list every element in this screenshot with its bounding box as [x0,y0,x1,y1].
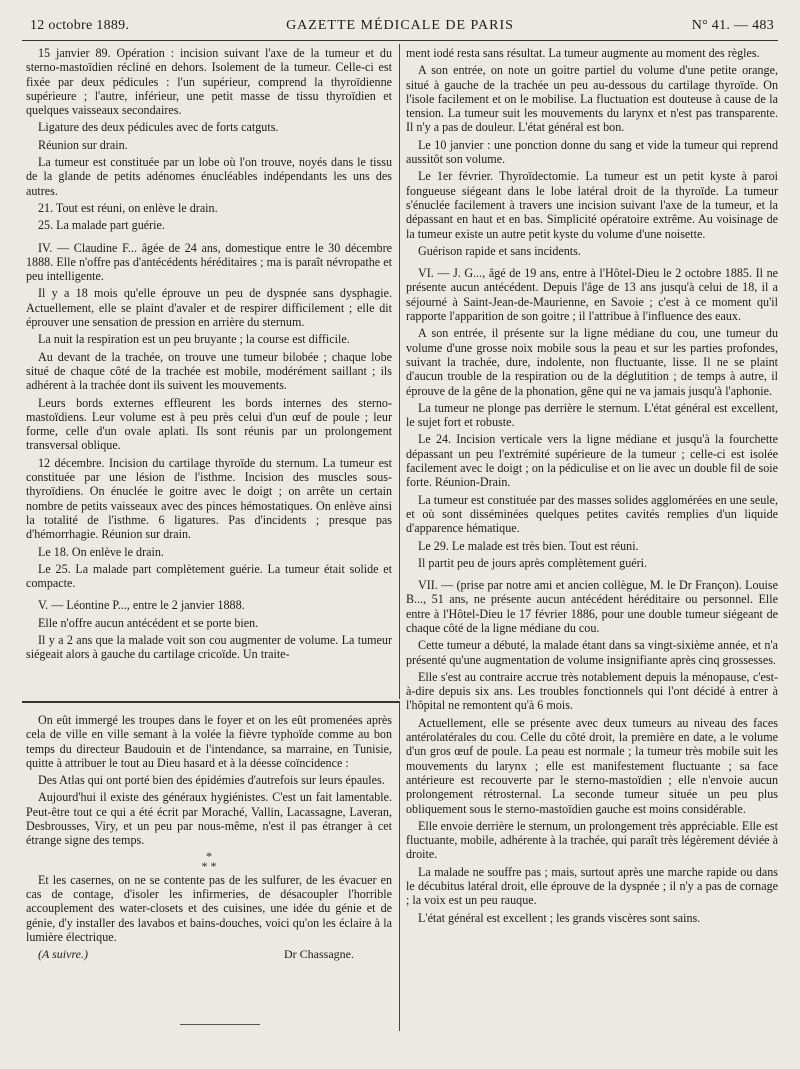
paragraph: La tumeur est constituée par des masses solides agglomérées en une seule, et où sont disséminées quelques petites cavités remplies d'un liquide d'apparence hématique. [406,492,779,536]
paragraph: A son entrée, on note un goitre partiel du volume d'une petite orange, situé à gauche de la trachée un peu au-dessous du cartilage thyroïde. On l'isole facilement et on le mobilise. La fluctuation est douteuse à cause de la tension. La tumeur suit les mouvements du larynx et n'est pas transparente. Il n'y a pas de douleur. L'état général est bon. [406,63,778,135]
paragraph: Le 29. Le malade est très bien. Tout est réuni. [418,538,639,553]
to-be-continued: (A suivre.) [38,947,88,962]
case-heading-v: V. — Léontine P..., entre le 2 janvier 1888. [38,598,245,613]
paragraph: 12 décembre. Incision du cartilage thyroïde du sternum. La tumeur est constituée par une lésion de l'isthme. Incision des muscles sous-thyroïdiens. On énuclée le goitre avec le doigt ; on arrête un certain nombre de petits vaisseaux avec des pinces hémostatiques. On enlève ainsi la totalité de l'isthme. 6 ligatures. Pas d'incidents ; presque pas d'hémorrhagie. Réunion sur drain. [26,455,392,542]
paragraph: Au devant de la trachée, on trouve une tumeur bilobée ; chaque lobe situé de chaque côté de la trachée est mobile, modérément saillant ; ils adhérent à la trachée dont ils suivent les mouvements. [26,349,392,393]
paragraph: 21. Tout est réuni, on enlève le drain. [38,200,218,215]
paragraph: La nuit la respiration est un peu bruyante ; la course est difficile. [38,332,350,347]
paragraph: Le 18. On enlève le drain. [38,544,164,559]
paragraph: Il y a 18 mois qu'elle éprouve un peu de dyspnée sans dysphagie. Actuellement, elle se plaint d'avaler et de respirer difficilement ; elle dit éprouver une sensation de pression en arrière du sternum. [26,286,392,330]
paragraph: Cette tumeur a débuté, la malade étant dans sa vingt-sixième année, et n'a présenté qu'une augmentation de volume insignifiante après cinq grossesses. [406,638,778,667]
case-heading-iv: IV. — Claudine F... âgée de 24 ans, domestique entre le 30 décembre 1888. Elle n'offre pas d'antécédents héréditaires ; ma is paraît névropathe et peu intelligente. [26,240,392,284]
paragraph: 25. La malade part guérie. [38,218,165,233]
paragraph: Le 10 janvier : une ponction donne du sang et vide la tumeur qui reprend aussitôt son volume. [406,137,778,167]
paragraph: Elle envoie derrière le sternum, un prolongement très appréciable. Elle est fluctuante, mobile, adhérente à la trachée, qui paraît très légèrement déviée à droite. [406,818,778,862]
paragraph: Le 1er février. Thyroïdectomie. La tumeur est un petit kyste à paroi fongueuse siégeant dans le lobe latéral droit de la thyroïde. La tumeur s'énuclée facilement à travers une incision suivant l'axe de la tumeur, et la dépassant en haut et en bas. Simplicité opératoire extrême. Au voisinage de la tumeur existe un autre petit kyste du volume d'une noisette. [406,169,778,241]
case-heading-vi: VI. — J. G..., âgé de 19 ans, entre à l'Hôtel-Dieu le 2 octobre 1885. Il ne présente aucun antécédent. Depuis l'âge de 13 ans jusqu'à celui de 18, il a séjourné à Saint-Jean-de-Maurienne, en Savoie ; c'est à ce moment qu'il rapporte l'apparition de son goitre ; il l'attribue à l'influence des eaux. [406,266,778,324]
header-date: 12 octobre 1889. [30,18,130,33]
paragraph: ment iodé resta sans résultat. La tumeur augmente au moment des règles. [406,46,760,60]
paragraph: Réunion sur drain. [38,137,128,152]
signature-line [26,947,392,961]
paragraph: L'état général est excellent ; les grands viscères sont sains. [418,910,701,925]
paragraph: On eût immergé les troupes dans le foyer et on les eût promenées après cela de ville en ville semant à la volée la fièvre typhoïde comme au bon temps du directeur Baudouin et de l'intendance, sa marraine, en Tunisie, quitte à attribuer le tout au Dieu hasard et à la déesse coïncidence : [26,713,392,770]
paragraph: Il partit peu de jours après complètement guéri. [418,555,648,570]
right-column [406,46,778,928]
end-rule [180,1024,260,1025]
paragraph: La tumeur est constituée par un lobe où l'on trouve, noyés dans le tissu de la glande de petits adénomes énucléables indépendants les uns des autres. [26,155,392,198]
left-column [26,46,392,665]
column-divider [399,44,400,699]
paragraph: Le 24. Incision verticale vers la ligne médiane et jusqu'à la fourchette dépassant un peu l'extrémité supérieure de la tumeur ; celle-ci est isolée facilement avec le doigt ; on la pédiculise et on lie avec un double fil de soie forte. Réunion-Drain. [406,432,778,490]
paragraph: 15 janvier 89. Opération : incision suivant l'axe de la tumeur et du sterno-mastoïdien récliné en dehors. Isolement de la tumeur. Celle-ci est fixée par deux pédicules : l'un supérieur, comprend la thyroïdienne supérieure ; l'autre, inférieur, une petit masse de tissu thyroïdien et quelques vaisseaux secondaires. [26,46,392,118]
paragraph: Et les casernes, on ne se contente pas de les sulfurer, de les évacuer en cas de contage, d'isoler les infirmeries, de désacoupler l'horrible accouplement des water-closets et des cuisines, une idée du génie et de génie, d'y installer des lavabos et bains-douches, voici qu'on les éclaire à la lumière électrique. [26,872,392,944]
paragraph: Ligature des deux pédicules avec de forts catguts. [38,120,279,135]
journal-title: GAZETTE MÉDICALE DE PARIS [286,18,514,33]
paragraph: Actuellement, elle se présente avec deux tumeurs au niveau des faces antérolatérales du cou. Celle du côté droit, la première en date, a le volume d'un gros œuf de poule. La peau est normale ; la tumeur très mobile suit les mouvements du larynx ; elle est manifestement fluctuante ; sa face antérieure est recouverte par le sterno-mastoïdien ; elle n'envoie aucun prolongement rétrosternal. La seconde tumeur située un peu plus obliquement sous le sterno-mastoïdien gauche est moins considérable. [406,715,778,816]
author-signature: Dr Chassagne. [284,947,354,962]
paragraph: A son entrée, il présente sur la ligne médiane du cou, une tumeur du volume d'une grosse noix mobile sous la peau et sur les parties profondes, suivant la trachée, dure, indolente, non fluctuante, lisse. Il ne se plaint d'aucun trouble de la respiration ou de la déglutition ; de temps à autre, il éprouve de la gêne de la phonation, gêne qui ne va jamais jusqu'à l'aphonie. [406,326,778,398]
header-rule [22,40,778,41]
feuilleton-rule [22,701,399,703]
paragraph: Il y a 2 ans que la malade voit son cou augmenter de volume. La tumeur siégeait alors à gauche du cartilage cricoïde. Un traite- [26,632,392,662]
page-header [22,14,778,38]
section-stars: * * * [201,848,217,873]
paragraph: Elle s'est au contraire accrue très notablement depuis la ménopause, c'est-à-dire depuis six ans. Les troubles fonctionnels qui l'ont décidé à entrer à l'hôpital ne remontent qu'à 6 mois. [406,669,778,713]
paragraph: Le 25. La malade part complètement guérie. La tumeur était solide et compacte. [26,561,392,591]
paragraph: Guérison rapide et sans incidents. [418,243,581,258]
case-heading-vii: VII. — (prise par notre ami et ancien collègue, M. le Dr Françon). Louise B..., 51 ans, ne présente aucun antécédent héréditaire ou personnel. Elle entre à l'Hôtel-Dieu le 17 février 1886, pour une double tumeur siégeant de chaque côté de la ligne médiane du cou. [406,578,778,635]
issue-page-number: N° 41. — 483 [691,18,774,33]
paragraph: La malade ne souffre pas ; mais, surtout après une marche rapide ou dans le décubitus latéral droit, elle éprouve de la dyspnée ; il n'y a pas de cornage ; la voix est un peu rauque. [406,864,778,908]
paragraph: Leurs bords externes effleurent les bords internes des sterno-mastoïdiens. Leur volume est à peu près celui d'un œuf de poule ; leur forme, celle d'un ovale aplati. Ils sont réunis par un prolongement transversal oblique. [26,395,392,453]
paragraph: La tumeur ne plonge pas derrière le sternum. L'état général est excellent, le sujet fort et robuste. [406,400,778,430]
feuilleton [26,713,392,961]
column-divider-lower [399,701,400,1031]
paragraph: Des Atlas qui ont porté bien des épidémies d'autrefois sur leurs épaules. [38,773,385,788]
paragraph: Aujourd'hui il existe des généraux hygiénistes. C'est un fait lamentable. Peut-être tout ce qui a été écrit par Moraché, Vallin, Lacassagne, Laveran, Desbrousses, Viry, et un peu par nous-même, n'est il pas étranger à cet étrange signe des temps. [26,790,392,848]
paragraph: Elle n'offre aucun antécédent et se porte bien. [38,615,259,630]
